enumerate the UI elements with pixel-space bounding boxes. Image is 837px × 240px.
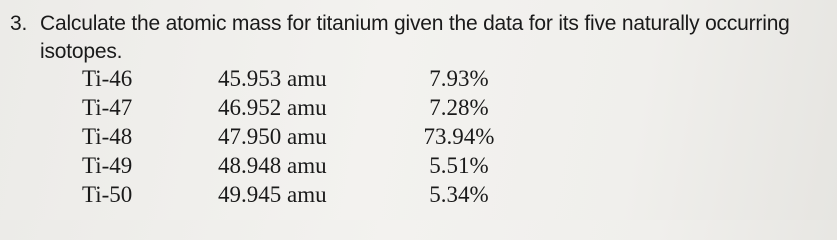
isotope-row bbox=[82, 122, 504, 151]
isotope-name: Ti-48 bbox=[82, 124, 133, 149]
isotope-name: Ti-47 bbox=[82, 95, 133, 120]
isotope-data-table bbox=[82, 64, 504, 209]
isotope-abundance: 5.34% bbox=[429, 182, 489, 207]
question-line-1 bbox=[10, 10, 830, 38]
isotope-name: Ti-49 bbox=[82, 153, 133, 178]
isotope-mass: 48.948 amu bbox=[218, 153, 327, 178]
isotope-row bbox=[82, 151, 504, 180]
question-number: 3. bbox=[10, 12, 28, 35]
isotope-mass: 49.945 amu bbox=[218, 182, 327, 207]
isotope-abundance: 73.94% bbox=[423, 124, 495, 149]
question-line-2 bbox=[10, 38, 830, 66]
isotope-row bbox=[82, 180, 504, 209]
isotope-name: Ti-50 bbox=[82, 182, 133, 207]
isotope-row bbox=[82, 93, 504, 122]
isotope-name: Ti-46 bbox=[82, 66, 133, 91]
isotope-mass: 45.953 amu bbox=[218, 66, 327, 91]
question-prompt-continued: isotopes. bbox=[40, 40, 123, 63]
isotope-abundance: 7.93% bbox=[429, 66, 489, 91]
question-text bbox=[10, 10, 830, 66]
isotope-mass: 46.952 amu bbox=[218, 95, 327, 120]
isotope-abundance: 7.28% bbox=[429, 95, 489, 120]
isotope-abundance: 5.51% bbox=[429, 153, 489, 178]
isotope-row bbox=[82, 64, 504, 93]
question-prompt: Calculate the atomic mass for titanium given the data for its five naturally occurring bbox=[40, 12, 790, 35]
isotope-mass: 47.950 amu bbox=[218, 124, 327, 149]
